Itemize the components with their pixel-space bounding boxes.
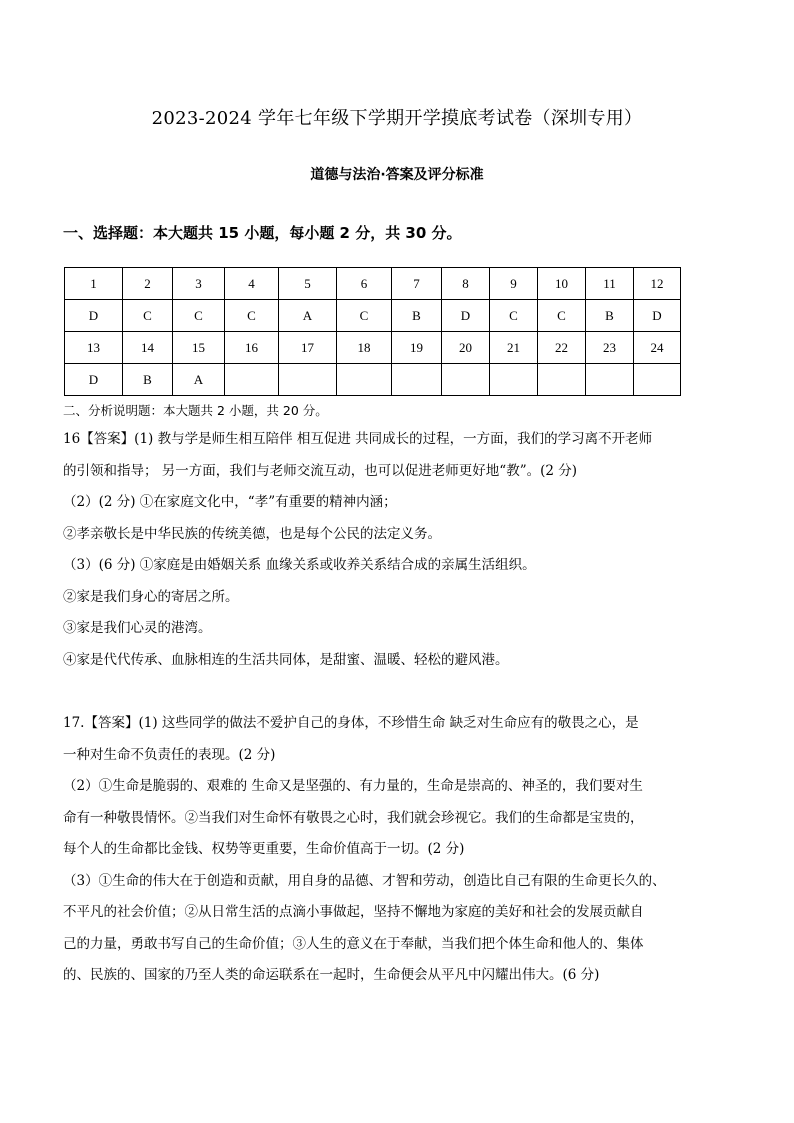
answer-cell: D xyxy=(442,300,490,332)
answer-cell: B xyxy=(392,300,442,332)
question-number-cell: 3 xyxy=(173,268,225,300)
question-number-cell: 13 xyxy=(65,332,123,364)
answer-cell: C xyxy=(123,300,173,332)
question-number-cell: 17 xyxy=(279,332,337,364)
answer-row xyxy=(65,300,681,332)
answer-cell: C xyxy=(225,300,279,332)
question-number-cell: 7 xyxy=(392,268,442,300)
question-number-cell: 1 xyxy=(65,268,123,300)
answer-cell: C xyxy=(490,300,538,332)
question-number-cell: 16 xyxy=(225,332,279,364)
question-number-row xyxy=(65,268,681,300)
q17-line: 每个人的生命都比金钱、权势等更重要，生命价值高于一切。(2 分) xyxy=(63,841,465,857)
answer-cell: D xyxy=(65,364,123,396)
q17-line: （3）①生命的伟大在于创造和贡献，用自身的品德、才智和劳动，创造比自己有限的生命更长久的、 xyxy=(63,872,666,889)
question-number-cell: 11 xyxy=(586,268,634,300)
q16-line: ②家是我们身心的寄居之所。 xyxy=(63,588,239,605)
answer-cell: C xyxy=(173,300,225,332)
q16-line: 16【答案】(1) 教与学是师生相互陪伴 相互促进 共同成长的过程，一方面，我们的学习离不开老师 xyxy=(63,431,653,447)
answer-cell xyxy=(634,364,681,396)
page-title: 2023-2024 学年七年级下学期开学摸底考试卷（深圳专用） xyxy=(151,108,643,129)
q16-line: ③家是我们心灵的港湾。 xyxy=(63,620,212,636)
question-number-cell: 15 xyxy=(173,332,225,364)
answer-cell xyxy=(490,364,538,396)
question-number-cell: 5 xyxy=(279,268,337,300)
answer-cell: B xyxy=(586,300,634,332)
answer-cell: A xyxy=(173,364,225,396)
section-1-heading: 一、选择题：本大题共 15 小题，每小题 2 分，共 30 分。 xyxy=(63,224,462,242)
question-number-cell: 14 xyxy=(123,332,173,364)
answer-cell: D xyxy=(65,300,123,332)
answer-cell xyxy=(442,364,490,396)
q17-line: 17.【答案】(1) 这些同学的做法不爱护自己的身体，不珍惜生命 缺乏对生命应有的敬畏之心，是 xyxy=(63,715,639,731)
question-number-cell: 9 xyxy=(490,268,538,300)
q16-line: （2）(2 分) ①在家庭文化中，“孝”有重要的精神内涵； xyxy=(63,494,397,510)
q17-line: （2）①生命是脆弱的、艰难的 生命又是坚强的、有力量的，生命是崇高的、神圣的，我们要对生 xyxy=(63,778,643,794)
page-subtitle: 道德与法治·答案及评分标准 xyxy=(310,167,484,183)
question-16-answer xyxy=(63,424,683,676)
question-17-answer xyxy=(63,708,683,992)
question-number-cell: 21 xyxy=(490,332,538,364)
q16-line: ②孝亲敬长是中华民族的传统美德，也是每个公民的法定义务。 xyxy=(63,525,441,542)
question-number-cell: 19 xyxy=(392,332,442,364)
question-number-cell: 10 xyxy=(538,268,586,300)
answer-cell xyxy=(538,364,586,396)
answer-cell: D xyxy=(634,300,681,332)
q16-line: 的引领和指导； 另一方面，我们与老师交流互动，也可以促进老师更好地“教”。(2 分) xyxy=(63,462,578,479)
question-number-cell: 2 xyxy=(123,268,173,300)
question-number-cell: 8 xyxy=(442,268,490,300)
answer-cell: A xyxy=(279,300,337,332)
answer-cell: C xyxy=(337,300,392,332)
answer-cell: C xyxy=(538,300,586,332)
q16-line: ④家是代代传承、血脉相连的生活共同体，是甜蜜、温暖、轻松的避风港。 xyxy=(63,651,509,668)
answer-cell xyxy=(392,364,442,396)
answer-cell xyxy=(279,364,337,396)
q17-line: 的、民族的、国家的乃至人类的命运联系在一起时，生命便会从平凡中闪耀出伟大。(6 分) xyxy=(63,967,600,983)
question-number-row xyxy=(65,332,681,364)
question-number-cell: 24 xyxy=(634,332,681,364)
answer-cell: B xyxy=(123,364,173,396)
q16-line: （3）(6 分) ①家庭是由婚姻关系 血缘关系或收养关系结合成的亲属生活组织。 xyxy=(63,557,536,573)
q17-line: 己的力量，勇敢书写自己的生命价值；③人生的意义在于奉献，当我们把个体生命和他人的、集体 xyxy=(63,935,644,952)
section-2-heading: 二、分析说明题：本大题共 2 小题，共 20 分。 xyxy=(63,403,328,418)
question-number-cell: 20 xyxy=(442,332,490,364)
answer-cell xyxy=(337,364,392,396)
answer-cell xyxy=(225,364,279,396)
answer-row xyxy=(65,364,681,396)
question-number-cell: 18 xyxy=(337,332,392,364)
question-number-cell: 12 xyxy=(634,268,681,300)
answer-table xyxy=(64,267,681,396)
q17-line: 命有一种敬畏情怀。②当我们对生命怀有敬畏之心时，我们就会珍视它。我们的生命都是宝贵的， xyxy=(63,809,644,826)
q17-line: 不平凡的社会价值；②从日常生活的点滴小事做起，坚持不懈地为家庭的美好和社会的发展贡献自 xyxy=(63,904,644,920)
question-number-cell: 4 xyxy=(225,268,279,300)
answer-cell xyxy=(586,364,634,396)
question-number-cell: 23 xyxy=(586,332,634,364)
question-number-cell: 6 xyxy=(337,268,392,300)
q17-line: 一种对生命不负责任的表现。(2 分) xyxy=(63,746,276,763)
question-number-cell: 22 xyxy=(538,332,586,364)
